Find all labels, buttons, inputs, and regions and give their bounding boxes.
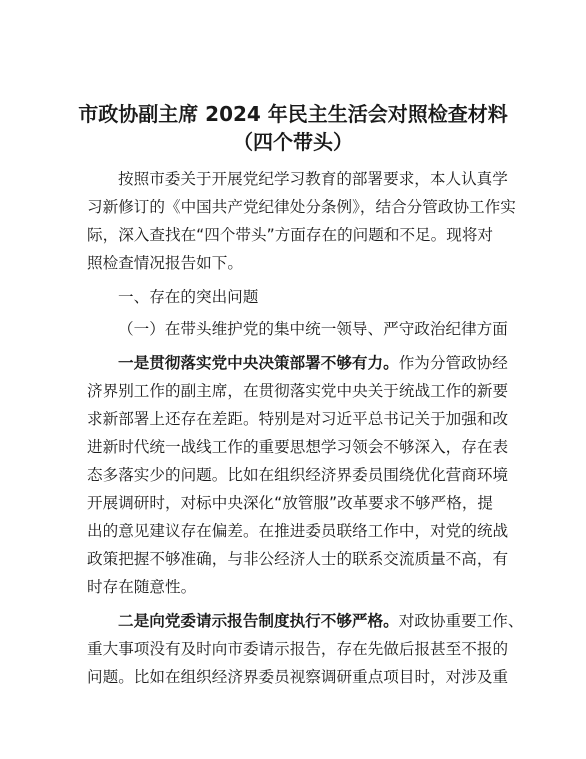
point-line: 出的意见建议存在偏差。在推进委员联络工作中，对党的统战 [87, 522, 509, 540]
point-lead: 二是向党委请示报告制度执行不够严格。 [118, 612, 399, 630]
document-subtitle: （四个带头） [233, 130, 353, 154]
point-line: 开展调研时，对标中央深化“放管服”改革要求不够严格，提 [87, 494, 494, 512]
point-line: 态多落实少的问题。比如在组织经济界委员围绕优化营商环境 [87, 466, 509, 484]
subsection-heading: （一）在带头维护党的集中统一领导、严守政治纪律方面 [118, 320, 508, 338]
point-line: 政策把握不够准确，与非公经济人士的联系交流质量不高，有 [87, 550, 509, 568]
intro-line: 按照市委关于开展党纪学习教育的部署要求，本人认真学 [118, 170, 508, 188]
point-first-line [118, 352, 508, 374]
point-line: 求新部署上还存在差距。特别是对习近平总书记关于加强和改 [87, 410, 509, 428]
point-first-line [118, 610, 523, 632]
point-line: 济界别工作的副主席，在贯彻落实党中央关于统战工作的新要 [87, 382, 509, 400]
intro-line: 习新修订的《中国共产党纪律处分条例》，结合分管政协工作实 [87, 198, 516, 216]
point-line: 问题。比如在组织经济界委员视察调研重点项目时，对涉及重 [87, 668, 509, 686]
document-title: 市政协副主席 2024 年民主生活会对照检查材料 [78, 102, 508, 126]
point-text: 对政协重要工作、 [398, 612, 524, 630]
intro-line: 际，深入查找在“四个带头”方面存在的问题和不足。现将对 [87, 226, 494, 244]
point-line: 进新时代统一战线工作的重要思想学习领会不够深入，存在表 [87, 438, 509, 456]
section-heading: 一、存在的突出问题 [118, 288, 259, 306]
point-line: 重大事项没有及时向市委请示报告，存在先做后报甚至不报的 [87, 640, 509, 658]
point-lead: 一是贯彻落实党中央决策部署不够有力。 [118, 354, 399, 372]
intro-line: 照检查情况报告如下。 [87, 254, 243, 272]
point-line: 时存在随意性。 [87, 578, 197, 596]
point-text: 作为分管政协经 [398, 354, 508, 372]
